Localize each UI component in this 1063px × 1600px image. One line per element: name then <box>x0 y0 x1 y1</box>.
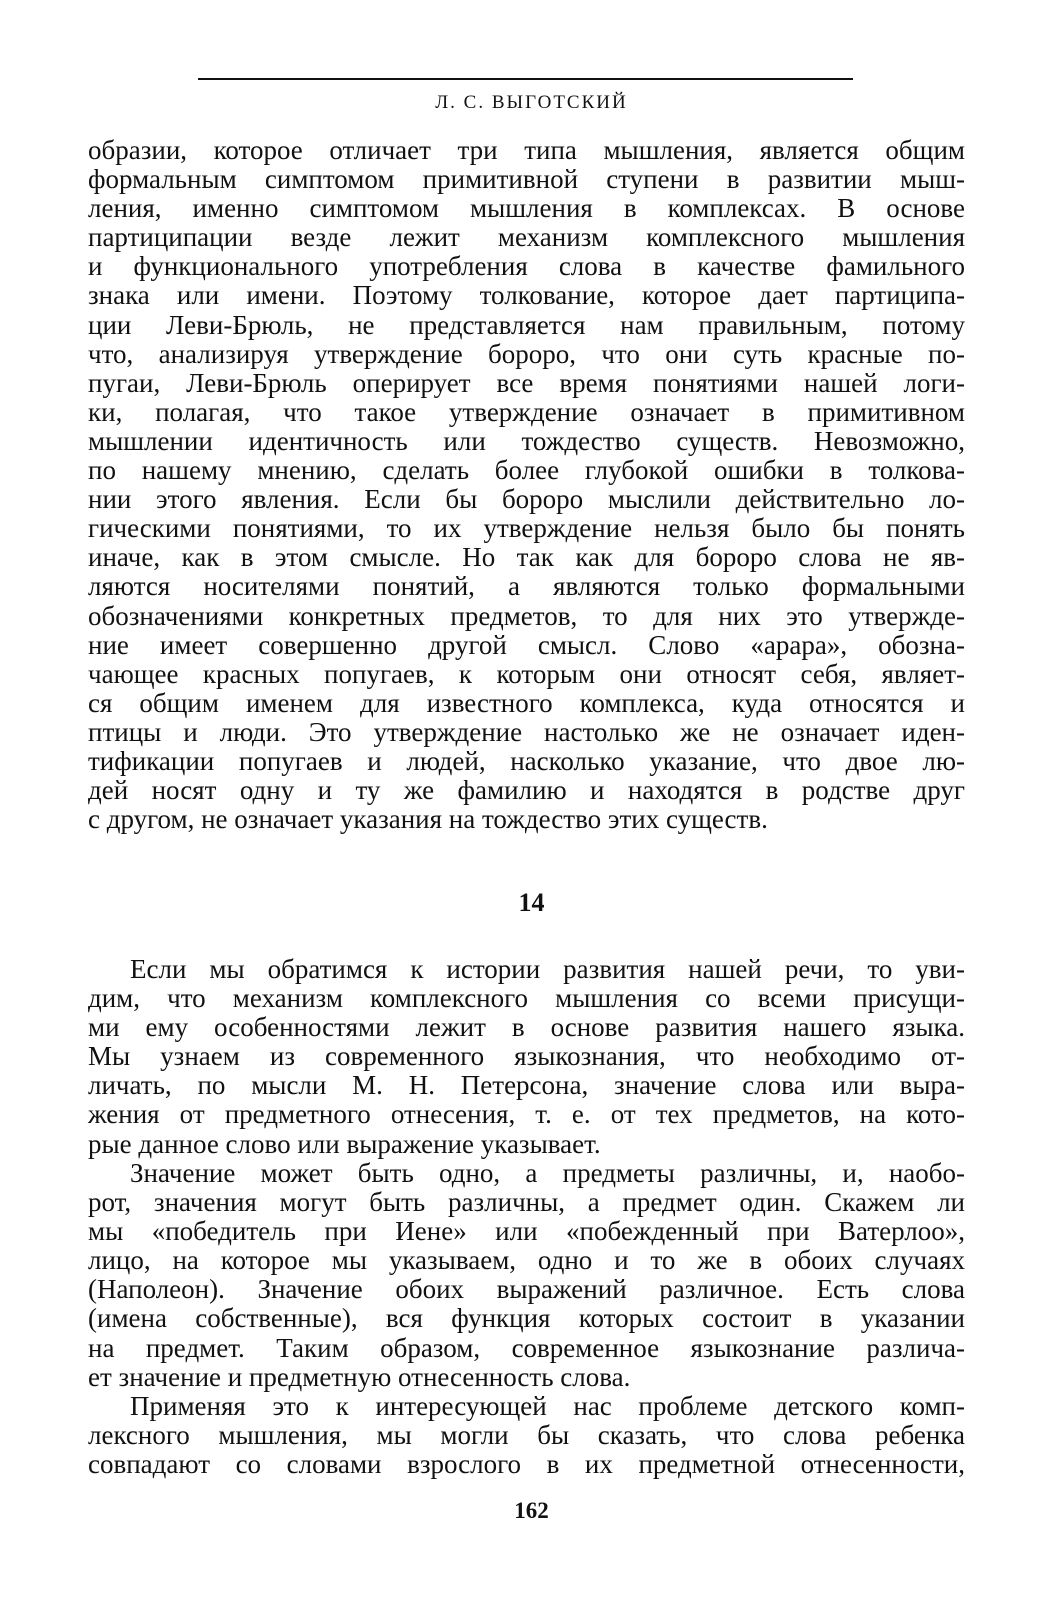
text-line: нии этого явления. Если бы бороро мыслили действительно ло- <box>88 484 965 515</box>
text-line: личать, по мысли М. Н. Петерсона, значение слова или выра- <box>88 1070 965 1101</box>
text-line: тификации попугаев и людей, насколько указание, что двое лю- <box>88 745 965 776</box>
text-line: птицы и люди. Это утверждение настолько же не означает иден- <box>88 716 965 747</box>
text-line: совпадают со словами взрослого в их предметной отнесенности, <box>88 1449 965 1480</box>
text-line: формальным симптомом примитивной ступени в развитии мыш- <box>88 164 965 195</box>
text-line: Если мы обратимся к истории развития нашей речи, то уви- <box>130 954 965 984</box>
paragraph-3 <box>88 1392 965 1479</box>
text-line: иначе, как в этом смысле. Но так как для бороро слова не яв- <box>88 542 965 573</box>
text-line: дей носят одну и ту же фамилию и находятся в родстве друг <box>88 775 965 806</box>
page-number: 162 <box>514 1498 549 1523</box>
text-line: пугаи, Леви-Брюль оперирует все время понятиями нашей логи- <box>88 367 965 398</box>
text-line: ми ему особенностями лежит в основе развития нашего языка. <box>88 1012 965 1043</box>
text-line: обозначениями конкретных предметов, то для них это утвержде- <box>88 600 965 631</box>
text-line: ние имеет совершенно другой смысл. Слово «арара», обозна- <box>88 629 965 660</box>
continued-paragraph <box>88 136 965 834</box>
text-line: гическими понятиями, то их утверждение нельзя было бы понять <box>88 513 965 544</box>
text-line: образии, которое отличает три типа мышления, является общим <box>88 135 965 165</box>
section-number: 14 <box>518 888 545 917</box>
text-line: (Наполеон). Значение обоих выражений различное. Есть слова <box>88 1274 965 1305</box>
text-line: лицо, на которое мы указываем, одно и то же в обоих случаях <box>88 1245 965 1276</box>
text-line: ся общим именем для известного комплекса, куда относятся и <box>88 687 965 718</box>
text-line: мышлении идентичность или тождество существ. Невозможно, <box>88 425 965 456</box>
paragraph-2 <box>88 1159 965 1392</box>
text-line: Мы узнаем из современного языкознания, что необходимо от- <box>88 1041 965 1072</box>
running-head: Л. С. ВЫГОТСКИЙ <box>435 92 628 113</box>
text-line: Применяя это к интересующей нас проблеме детского комп- <box>130 1391 965 1421</box>
text-line: рот, значения могут быть различны, а предмет один. Скажем ли <box>88 1187 965 1218</box>
paragraph-1 <box>88 955 965 1159</box>
text-line: рые данное слово или выражение указывает. <box>88 1128 601 1159</box>
text-line: ции Леви-Брюль, не представляется нам правильным, потому <box>88 309 965 340</box>
text-line: ки, полагая, что такое утверждение означает в примитивном <box>88 396 965 427</box>
text-line: Значение может быть одно, а предметы различны, и, наобо- <box>130 1158 965 1188</box>
text-line: лексного мышления, мы могли бы сказать, что слова ребенка <box>88 1420 965 1451</box>
text-line: чающее красных попугаев, к которым они относят себя, являет- <box>88 658 965 689</box>
text-line: по нашему мнению, сделать более глубокой ошибки в толкова- <box>88 455 965 486</box>
text-line: ляются носителями понятий, а являются только формальными <box>88 571 965 602</box>
header-rule <box>198 78 853 80</box>
text-line: партиципации везде лежит механизм комплексного мышления <box>88 222 965 253</box>
text-line: жения от предметного отнесения, т. е. от тех предметов, на кото- <box>88 1099 965 1130</box>
text-line: (имена собственные), вся функция которых состоит в указании <box>88 1303 965 1334</box>
text-line: и функционального употребления слова в качестве фамильного <box>88 251 965 282</box>
text-line: мы «победитель при Иене» или «побежденный при Ватерлоо», <box>88 1216 965 1247</box>
text-line: дим, что механизм комплексного мышления со всеми присущи- <box>88 983 965 1014</box>
text-line: ления, именно симптомом мышления в комплексах. В основе <box>88 193 965 224</box>
text-line: знака или имени. Поэтому толкование, которое дает партиципа- <box>88 280 965 311</box>
text-line: с другом, не означает указания на тождество этих существ. <box>88 804 768 835</box>
text-line: ет значение и предметную отнесенность слова. <box>88 1361 631 1392</box>
text-line: что, анализируя утверждение бороро, что они суть красные по- <box>88 338 965 369</box>
text-line: на предмет. Таким образом, современное языкознание различа- <box>88 1332 965 1363</box>
